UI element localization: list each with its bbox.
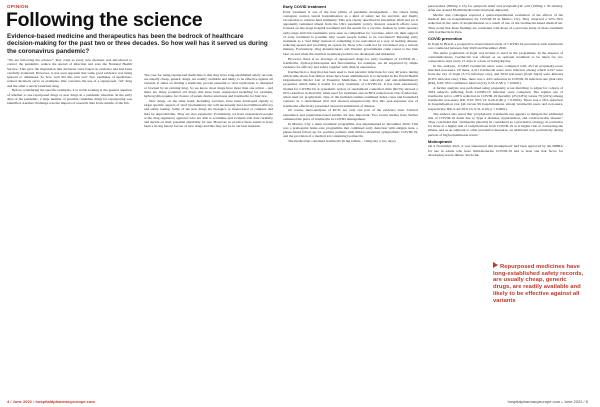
column-3	[283, 4, 418, 395]
col4-para-5: In the analysis, 113,845 ivermectin users were compared with 45,716 propensity-score matched non-users. Of these, 4,311 ivermectin users were infected, among which 4,197 were from the city of Itajai (3.7% infection rate), and 3034 non-users (from Itajai) were infected (6.6% infection rate). Thus, there was a 44% reduction in COVID-19 infection rate (risk ratio (RR), 0.56; 95% confidence interval (CI), 0.53–0.58; p < 0.0001).	[428, 63, 563, 85]
heading-covid-prevention: COVID prevention	[428, 36, 463, 42]
page-footer	[7, 397, 588, 405]
col2-para-2: New drugs, on the other hand, including vaccines, have been developed rapidly to target specific aspects of viral biochemistry but will necessarily have had limited efficacy and safety testing. Some of the new drugs are biologics or monoclonal or complex and may be unpredictable. They are also expensive. Fortunately, we have experienced people at the drug regulatory agencies who are able to scrutinise and evaluate trial data carefully and decide on their potential suitability for use. However, in practice there seems to have been a strong bias in favour of new drugs and this may not be in our best interests.	[144, 98, 273, 129]
col3-para-3: Ivermectin is a drug that has been used to treat parasitic infections for over 40 years, during which time about four billion doses have been administered. It is included in the World Health Organization Model List of Essential Medicines. It has anti-viral and anti-inflammatory properties which make it useful for early treatment of COVID-19. It has been extensively trialled for COVID-19. A systematic review of randomised controlled trials (RCTs) showed a 62% reduction in mortality when used for treatment and an 86% reduction in risk of infection, when used for prophylaxis. One of the included studies examined index cases and household contacts in a randomised trial and showed unequivocally that this post-exposure use of ivermectin effectively prevented onward transmission of disease.	[283, 69, 418, 108]
heading-early-covid-treatment: Early COVID treatment	[283, 4, 326, 9]
footer-right: hospitalpharmacyeurope.com • June 2022 / 5	[507, 398, 588, 404]
col1-para-2: Before considering the specific examples, it is worth looking at the general question of whether to use repurposed drugs or new drugs in a pandemic situation. In the early days of the pandemic, a large number of possible candidate drugs for repurposing was identified. Another challenge was the imports of research data from outside of the UK.	[7, 88, 132, 105]
col2-para-1: The case for using repurposed medicines is that they have long-established safety records, are usually cheap, generic drugs, are readily available and likely to be effective against all variants. It relies on finding a medicine, proven essential to viral replication, is disrupted or blocked by an existing drug. So we know, most drugs have more than one action – and there are many potential old drugs that have been repurposed including for example, hydroxychloroquine for closure of patent ductus arteriosus and ivermectin for hair lice.	[144, 73, 273, 99]
pull-quote-text: Repurposed medicines have long-established safety records, are usually cheap, generic drugs, are readily available and likely to be effective against all variants	[493, 264, 584, 304]
col4-para-8: On 4 November 2021, it was announced that molnupiravir had been approved by the MHRA for use in adults who have mild-moderate COVID-19 and at least one risk factor for developing severe illness. Such risk	[428, 144, 563, 157]
col4-para-1: paracetamol (500mg x 10) for symptom relief and acetylsalicylic acid (100mg x 30 tablets). After use around 83,000 medical kits had been delivered.	[428, 4, 563, 13]
col4-para-7: The authors also noted that ‘prophylactic ivermectin use appears to mitigate the additional risk of COVID-19 death due to Type 2 diabetes, hypertension, and cardiovascular disease.’ They concluded that ‘ivermectin [should] be considered as a preventive strategy, in particular for those at a higher risk of complications from COVID-19 or at higher risk of contracting the illness, and as an adjuvant to other preventive measures, an additional tool, particularly during periods of high transmission levels.’	[428, 111, 563, 137]
col3-para-6: The medical kit contained ivermectin (6 mg tablets – 12mg/day x two days)	[288, 139, 396, 144]
col3-para-1: Early treatment is one of the four pillars of pandemic management – the others being contagion control, lateral hospitalisation as a kind of safety net for survival, and finally vaccination to achieve herd immunity. This was clearly described in December 2020 and yet it apparently remained absent from the UK's pandemic policy. Instead, research efforts were focused on late-stage hospital treatment and the search for a vaccine. Indeed, in some quarters early-stage antiviral treatments were seen as competition for vaccines. After all, their support of early treatment is possible why would people bother to be vaccinated? Pursuing early treatment as a ‘bad thing’ instead of something to be welcomed as a way of treating disease, reducing spread and providing an option for those who could not be vaccinated was a serious misstep. Fortunately, drug manufacturers and Western governments came round to the idea later on and when the antiviral treatment products are developed and marketed.	[283, 9, 418, 56]
column-4	[428, 4, 588, 395]
col4-para-6: A further analysis was performed using propensity score matching to adjust for cohorts of 3034 subjects suffering from COVID-19 infection were compared. The regular use of ivermectin led to a 68% reduction in COVID-19 mortality (25 [0.8%] versus 79 [2.6%] among ivermectin non-users; RR, 0.32; 95% CI, 0.20–0.49; p < 0.0001). There was a 56% reduction in hospitalisation rate (44 versus 99 hospitalisations among ivermectin users and non-users, respectively; RR, 0.44; 95% CI, 0.31–0.63; p < 0.0001).	[428, 85, 563, 111]
col4-para-4: The entire population of Itajai was invited to enrol in the programme. In the absence of contraindications, ivermectin was offered as an optional treatment to be taken for two consecutive days every 15 days at a dose of 0.2mg/kg/day.	[428, 50, 563, 64]
heading-molnupiravir: Molnupiravir	[428, 138, 453, 144]
col3-para-4: Of course, meta-analyses of RCTs are only one part of the evidence base. Clinical experience and population-based studies are also important. Two recent studies have further cemented the place of ivermectin in COVID management.	[283, 108, 418, 121]
standfirst: Evidence-based medicine and therapeutics has been the bedrock of healthcare decision-making for the past two or three decades. So how well has it served us during the coronavirus pandemic?	[7, 33, 268, 55]
col3-para-2: However, there is no shortage of repurposed drugs for early treatment of COVID-19 – ivermectin, hydroxychloroquine and fluvoxamine, for example, are all supported by ample evidence for efficacy and safety together with clinical experience.	[283, 56, 418, 69]
column-1-body	[7, 58, 132, 106]
section-label: OPINION	[7, 4, 29, 9]
col4-para-3: In Itajai in Brazil, a prospective observational study of COVID-19 prevention with ivermectin was conducted between July 2020 and December 2020.	[428, 41, 563, 50]
col4-para-2: Merino and colleagues reported a quasi-experimental evaluation of the effects of the medical kits on hospitalisation for COVID-19 in Mexico City. They observed a 52%–76% reduction in the odds of hospitalisation as a result of use of the ivermectin-based medical kit. They noted that these findings are consistent with those of a previous study of mass treatment with ivermectin in Peru.	[428, 13, 563, 34]
pull-quote-arrow-icon	[493, 262, 498, 268]
footer-left: 4 / June 2022 • hospitaldpharmacyeurope.com	[7, 398, 95, 404]
page-title: Following the science	[6, 9, 203, 31]
col1-para-1: “We are following the science”, they cried as every new measure was introduced to control the pandemic, reduce the spread of infection and save the National Health Service. This gave the impression that decisions were based on evidence and had been carefully evaluated. However, it was soon apparent that some good evidence was being ignored or dismissed. So how well did this turn out? Two examples of medicines-related decisions serve as examples. One concerns the use of a repurposed ‘old’ drug and the other a newly launched drug.	[7, 58, 132, 88]
column-2	[144, 4, 273, 395]
col3-para-5: In Mexico City a mass treatment programme was implemented in December 2020. This was a prehospital home-care programme that combined early detection with antigen tests, a phone-based follow-up for positive patients with mild-to-moderate symptomatic COVID-19, and the provision of a medical kit containing ivermectin.	[283, 121, 418, 139]
pull-quote	[493, 262, 586, 304]
